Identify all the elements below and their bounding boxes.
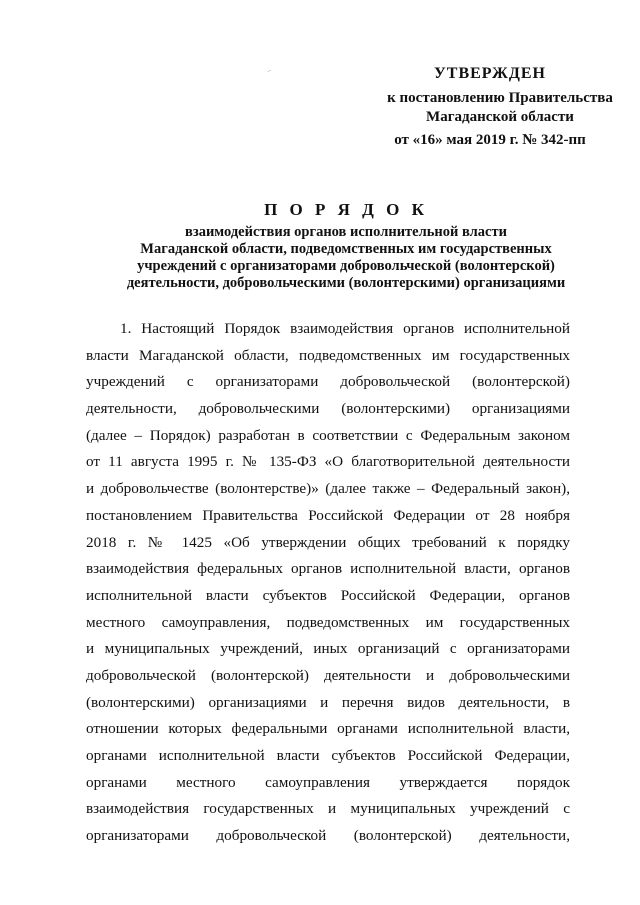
body-line: взаимодействия федеральных органов исполнительной власти, органов bbox=[86, 560, 570, 578]
document-heading bbox=[60, 200, 632, 292]
body-line: организаторами добровольческой (волонтерской) деятельности, bbox=[86, 827, 570, 845]
heading-subtitle-line: взаимодействия органов исполнительной власти bbox=[185, 224, 507, 240]
body-line: взаимодействия государственных и муниципальных учреждений с bbox=[86, 800, 570, 818]
body-line: местного самоуправления, подведомственных им государственных bbox=[86, 613, 570, 631]
body-line: деятельности, добровольческими (волонтерскими) организациями bbox=[86, 400, 570, 418]
body-line: (далее – Порядок) разработан в соответствии с Федеральным законом bbox=[86, 426, 570, 444]
heading-subtitle-line: учреждений с организаторами добровольческой (волонтерской) bbox=[137, 258, 555, 274]
body-line: 1. Настоящий Порядок взаимодействия органов исполнительной bbox=[120, 320, 570, 337]
body-line: добровольческой (волонтерской) деятельности и добровольческими bbox=[86, 666, 570, 684]
body-line: и добровольчестве (волонтерстве)» (далее также – Федеральный закон), bbox=[86, 480, 570, 498]
approval-resolution-line: к постановлению Правительства bbox=[387, 90, 613, 106]
body-line: постановлением Правительства Российской Федерации от 28 ноября bbox=[86, 506, 570, 524]
approval-region-line: Магаданской области bbox=[426, 109, 574, 125]
body-line: 2018 г. № 1425 «Об утверждении общих требований к порядку bbox=[86, 533, 570, 551]
scan-artifact-mark: ⸝ bbox=[266, 64, 274, 75]
body-line: органами исполнительной власти субъектов Российской Федерации, bbox=[86, 747, 570, 764]
body-line: и муниципальных учреждений, иных организаций с организаторами bbox=[86, 640, 570, 658]
body-line: (волонтерскими) организациями и перечня видов деятельности, в bbox=[86, 693, 570, 711]
body-line: учреждений с организаторами добровольческой (волонтерской) bbox=[86, 373, 570, 391]
document-body bbox=[86, 316, 570, 850]
body-line: отношении которых федеральными органами исполнительной власти, bbox=[86, 720, 570, 738]
body-line: исполнительной власти субъектов Российской Федерации, органов bbox=[86, 586, 570, 604]
heading-subtitle-line: Магаданской области, подведомственных им государственных bbox=[140, 241, 552, 257]
approval-date-line: от «16» мая 2019 г. № 342-пп bbox=[394, 132, 586, 148]
approval-title: УТВЕРЖДЕН bbox=[434, 65, 546, 82]
body-line: власти Магаданской области, подведомственных им государственных bbox=[86, 346, 570, 364]
approval-stamp-block bbox=[320, 64, 620, 150]
document-title: П О Р Я Д О К bbox=[264, 200, 428, 219]
body-line: от 11 августа 1995 г. № 135-ФЗ «О благотворительной деятельности bbox=[86, 453, 570, 471]
heading-subtitle-line: деятельности, добровольческими (волонтерскими) организациями bbox=[126, 275, 566, 291]
body-line: органами местного самоуправления утверждается порядок bbox=[86, 773, 570, 791]
